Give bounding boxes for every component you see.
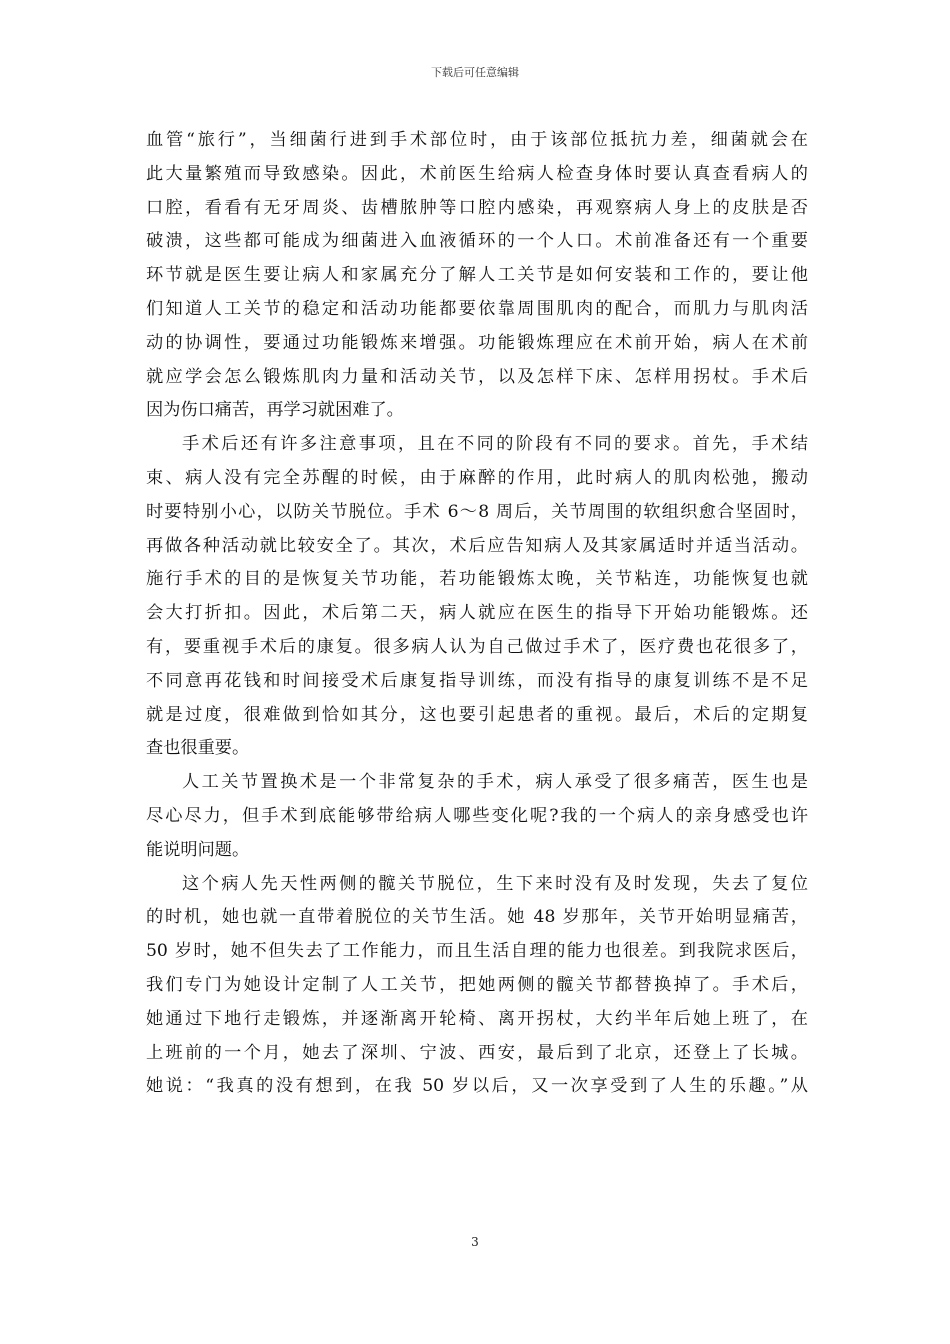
text-line: 有，要重视手术后的康复。很多病人认为自己做过手术了，医疗费也花很多了， <box>146 636 808 657</box>
text-line: 因为伤口痛苦，再学习就困难了。 <box>146 400 404 421</box>
text-line: 查也很重要。 <box>146 738 250 759</box>
page-number: 3 <box>471 1235 479 1249</box>
text-line: 我们专门为她设计定制了人工关节，把她两侧的髋关节都替换掉了。手术后， <box>146 974 808 995</box>
text-line: 人工关节置换术是一个非常复杂的手术，病人承受了很多痛苦，医生也是 <box>182 772 808 793</box>
text-line: 她通过下地行走锻炼，并逐渐离开轮椅、离开拐杖，大约半年后她上班了，在 <box>146 1008 808 1029</box>
text-line: 会大打折扣。因此，术后第二天，病人就应在医生的指导下开始功能锻炼。还 <box>146 603 808 624</box>
paragraph <box>146 766 808 867</box>
text-line: 50 岁时，她不但失去了工作能力，而且生活自理的能力也很差。到我院求医后， <box>146 941 808 962</box>
text-line: 的时机，她也就一直带着脱位的关节生活。她 48 岁那年，关节开始明显痛苦， <box>146 907 808 928</box>
text-line: 环节就是医生要让病人和家属充分了解人工关节是如何安装和工作的，要让他 <box>146 265 808 286</box>
text-line: 束、病人没有完全苏醒的时候，由于麻醉的作用，此时病人的肌肉松弛，搬动 <box>146 467 808 488</box>
paragraph <box>146 428 808 766</box>
text-line: 破溃，这些都可能成为细菌进入血液循环的一个人口。术前准备还有一个重要 <box>146 231 808 252</box>
text-line: 手术后还有许多注意事项，且在不同的阶段有不同的要求。首先，手术结 <box>182 434 808 455</box>
text-line: 血管“旅行”，当细菌行进到手术部位时，由于该部位抵抗力差，细菌就会在 <box>146 130 808 150</box>
page-header: 下载后可任意编辑 <box>431 66 519 79</box>
text-line: 再做各种活动就比较安全了。其次，术后应告知病人及其家属适时并适当活动。 <box>146 535 808 556</box>
text-line: 她说：“我真的没有想到，在我 50 岁以后，又一次享受到了人生的乐趣。”从 <box>146 1076 808 1097</box>
text-line: 时要特别小心，以防关节脱位。手术 6～8 周后，关节周围的软组织愈合坚固时， <box>146 501 808 522</box>
text-line: 们知道人工关节的稳定和活动功能都要依靠周围肌肉的配合，而肌力与肌肉活 <box>146 298 808 319</box>
paragraph <box>146 124 808 428</box>
text-line: 此大量繁殖而导致感染。因此，术前医生给病人检查身体时要认真查看病人的 <box>146 163 808 184</box>
paragraph <box>146 868 808 1105</box>
text-line: 施行手术的目的是恢复关节功能，若功能锻炼太晚，关节粘连，功能恢复也就 <box>146 569 808 590</box>
text-line: 就应学会怎么锻炼肌肉力量和活动关节，以及怎样下床、怎样用拐杖。手术后 <box>146 366 808 387</box>
text-line: 不同意再花钱和时间接受术后康复指导训练，而没有指导的康复训练不是不足 <box>146 670 808 691</box>
text-line: 能说明问题。 <box>146 839 250 860</box>
text-line: 尽心尽力，但手术到底能够带给病人哪些变化呢?我的一个病人的亲身感受也许 <box>146 805 808 826</box>
text-line: 动的协调性，要通过功能锻炼来增强。功能锻炼理应在术前开始，病人在术前 <box>146 332 808 353</box>
text-line: 就是过度，很难做到恰如其分，这也要引起患者的重视。最后，术后的定期复 <box>146 704 808 725</box>
text-line: 口腔，看看有无牙周炎、齿槽脓肿等口腔内感染，再观察病人身上的皮肤是否 <box>146 197 808 218</box>
text-line: 上班前的一个月，她去了深圳、宁波、西安，最后到了北京，还登上了长城。 <box>146 1042 808 1063</box>
document-body <box>146 124 808 1104</box>
text-line: 这个病人先天性两侧的髋关节脱位，生下来时没有及时发现，失去了复位 <box>182 873 808 894</box>
